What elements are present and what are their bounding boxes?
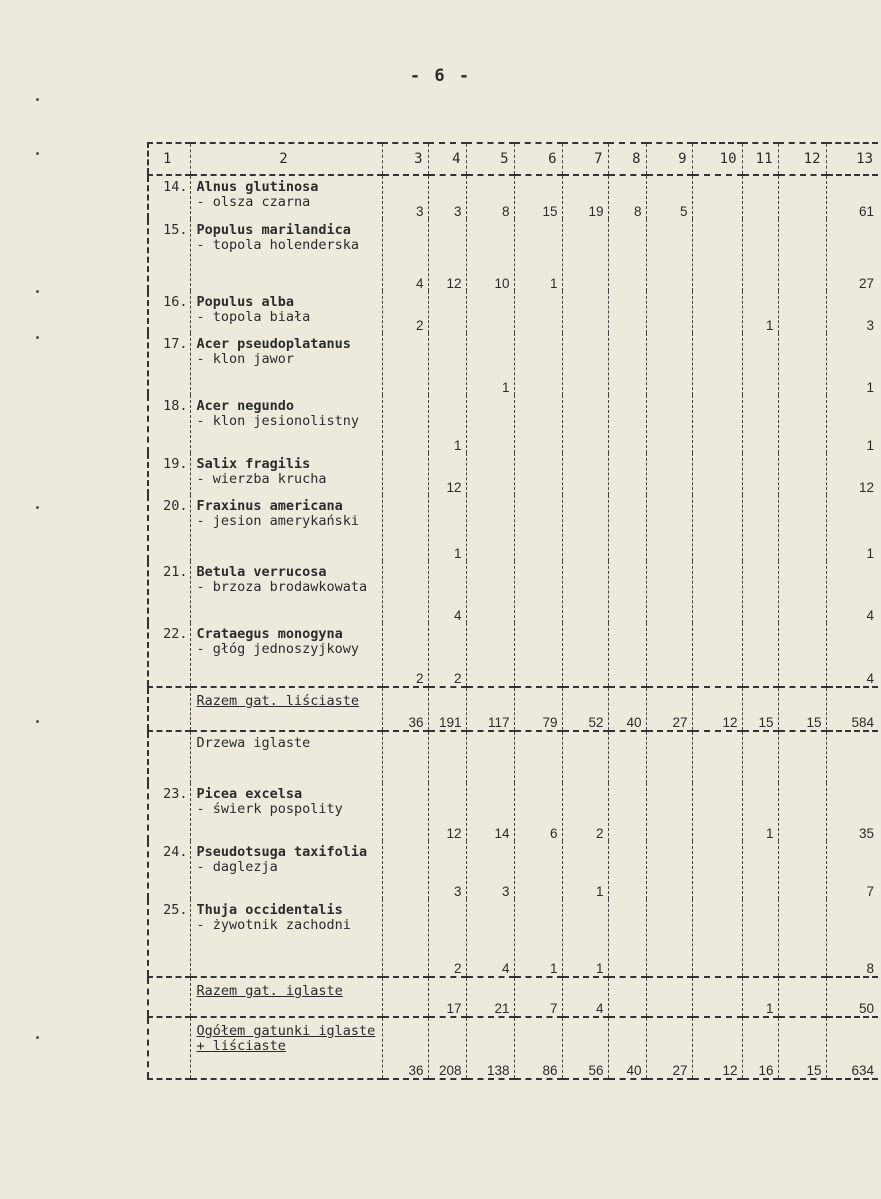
species-name-cell	[190, 453, 382, 495]
table-row	[148, 623, 878, 687]
value-cell: 5	[646, 175, 692, 219]
species-name-cell	[190, 783, 382, 841]
value-cell	[778, 841, 826, 899]
value-cell	[646, 453, 692, 495]
value-cell	[742, 219, 778, 291]
polish-name: - świerk pospolity	[196, 801, 343, 817]
row-number: 23.	[148, 783, 190, 841]
col-header: 5	[466, 143, 514, 175]
empty-cell	[562, 731, 608, 783]
value-cell: 4	[466, 899, 514, 977]
total-value-cell	[382, 977, 428, 1017]
value-cell	[562, 561, 608, 623]
empty-cell	[466, 731, 514, 783]
value-cell	[608, 495, 646, 561]
table-row	[148, 395, 878, 453]
value-cell	[382, 333, 428, 395]
value-cell	[514, 561, 562, 623]
value-cell: 1	[742, 291, 778, 333]
row-number: 24.	[148, 841, 190, 899]
value-cell	[514, 291, 562, 333]
total-value-cell: 15	[742, 687, 778, 731]
value-cell: 3	[826, 291, 878, 333]
value-cell	[742, 561, 778, 623]
value-cell	[382, 453, 428, 495]
value-cell: 14	[466, 783, 514, 841]
value-cell: 1	[466, 333, 514, 395]
value-cell	[646, 783, 692, 841]
species-name-cell	[190, 219, 382, 291]
total-value-cell: 40	[608, 1017, 646, 1079]
value-cell	[382, 841, 428, 899]
value-cell: 12	[826, 453, 878, 495]
table-row	[148, 291, 878, 333]
value-cell	[742, 495, 778, 561]
margin-dot	[36, 720, 39, 723]
col-header: 13	[826, 143, 878, 175]
value-cell	[608, 453, 646, 495]
value-cell	[692, 495, 742, 561]
value-cell: 1	[562, 899, 608, 977]
total-label-text: Ogółem gatunki iglaste + liściaste	[196, 1023, 376, 1054]
value-cell	[742, 175, 778, 219]
value-cell	[466, 623, 514, 687]
value-cell	[646, 841, 692, 899]
value-cell	[562, 623, 608, 687]
value-cell: 15	[514, 175, 562, 219]
row-number: 21.	[148, 561, 190, 623]
value-cell: 1	[514, 899, 562, 977]
total-value-cell: 21	[466, 977, 514, 1017]
value-cell	[646, 291, 692, 333]
species-name-cell	[190, 623, 382, 687]
polish-name: - głóg jednoszyjkowy	[196, 641, 360, 657]
total-value-cell: 27	[646, 1017, 692, 1079]
empty-cell	[778, 731, 826, 783]
polish-name: - wierzba krucha	[196, 471, 327, 487]
latin-name: Acer pseudoplatanus	[196, 336, 351, 352]
table-row	[148, 175, 878, 219]
value-cell: 4	[382, 219, 428, 291]
total-value-cell: 36	[382, 1017, 428, 1079]
value-cell: 2	[428, 899, 466, 977]
total-label	[190, 687, 382, 731]
row-number: 22.	[148, 623, 190, 687]
value-cell	[778, 783, 826, 841]
value-cell: 12	[428, 219, 466, 291]
row-number	[148, 977, 190, 1017]
value-cell	[466, 395, 514, 453]
total-value-cell: 12	[692, 687, 742, 731]
total-value-cell	[692, 977, 742, 1017]
value-cell: 1	[826, 495, 878, 561]
value-cell: 3	[466, 841, 514, 899]
value-cell	[646, 395, 692, 453]
value-cell	[382, 899, 428, 977]
value-cell: 61	[826, 175, 878, 219]
col-header: 10	[692, 143, 742, 175]
value-cell: 19	[562, 175, 608, 219]
col-header: 3	[382, 143, 428, 175]
value-cell	[778, 395, 826, 453]
col-header: 6	[514, 143, 562, 175]
value-cell	[692, 783, 742, 841]
value-cell: 4	[826, 561, 878, 623]
value-cell: 1	[428, 395, 466, 453]
value-cell	[778, 291, 826, 333]
value-cell	[608, 561, 646, 623]
value-cell	[428, 291, 466, 333]
value-cell	[778, 175, 826, 219]
col-header: 4	[428, 143, 466, 175]
value-cell	[778, 453, 826, 495]
value-cell	[562, 395, 608, 453]
table-row	[148, 561, 878, 623]
total-value-cell: 4	[562, 977, 608, 1017]
value-cell	[692, 219, 742, 291]
value-cell: 1	[514, 219, 562, 291]
total-value-cell: 56	[562, 1017, 608, 1079]
value-cell	[608, 291, 646, 333]
total-value-cell	[646, 977, 692, 1017]
value-cell	[608, 219, 646, 291]
total-value-cell: 36	[382, 687, 428, 731]
value-cell	[692, 623, 742, 687]
value-cell	[562, 219, 608, 291]
col-header: 11	[742, 143, 778, 175]
value-cell	[778, 561, 826, 623]
table-row	[148, 333, 878, 395]
value-cell: 1	[826, 333, 878, 395]
total-label	[190, 1017, 382, 1079]
polish-name: - klon jawor	[196, 351, 295, 367]
polish-name: - topola holenderska	[196, 237, 360, 253]
margin-dot	[36, 152, 39, 155]
row-number	[148, 687, 190, 731]
value-cell	[466, 291, 514, 333]
latin-name: Fraxinus americana	[196, 498, 343, 514]
empty-cell	[826, 731, 878, 783]
value-cell	[466, 495, 514, 561]
latin-name: Salix fragilis	[196, 456, 311, 472]
value-cell	[742, 333, 778, 395]
total-row	[148, 687, 878, 731]
col-header: 9	[646, 143, 692, 175]
empty-cell	[646, 731, 692, 783]
total-value-cell: 191	[428, 687, 466, 731]
value-cell	[692, 175, 742, 219]
value-cell	[742, 899, 778, 977]
value-cell	[778, 495, 826, 561]
value-cell: 1	[428, 495, 466, 561]
value-cell: 2	[562, 783, 608, 841]
value-cell	[646, 899, 692, 977]
total-value-cell: 208	[428, 1017, 466, 1079]
empty-cell	[742, 731, 778, 783]
value-cell: 3	[428, 841, 466, 899]
species-name-cell	[190, 561, 382, 623]
polish-name: - jesion amerykański	[196, 513, 360, 529]
group-heading: Drzewa iglaste	[190, 731, 382, 783]
total-value-cell: 15	[778, 1017, 826, 1079]
value-cell	[608, 783, 646, 841]
empty-cell	[692, 731, 742, 783]
value-cell	[778, 333, 826, 395]
value-cell: 8	[466, 175, 514, 219]
total-value-cell: 584	[826, 687, 878, 731]
col-header: 1	[148, 143, 190, 175]
empty-cell	[428, 731, 466, 783]
table-row	[148, 453, 878, 495]
col-header: 12	[778, 143, 826, 175]
table-row	[148, 783, 878, 841]
latin-name: Alnus glutinosa	[196, 179, 319, 195]
margin-dot	[36, 98, 39, 101]
species-name-cell	[190, 175, 382, 219]
total-value-cell: 15	[778, 687, 826, 731]
total-label	[190, 977, 382, 1017]
value-cell	[514, 453, 562, 495]
species-table	[147, 142, 878, 1080]
col-header: 7	[562, 143, 608, 175]
value-cell	[562, 495, 608, 561]
value-cell	[382, 395, 428, 453]
value-cell	[692, 899, 742, 977]
total-value-cell: 40	[608, 687, 646, 731]
value-cell	[514, 395, 562, 453]
total-value-cell: 52	[562, 687, 608, 731]
row-number: 16.	[148, 291, 190, 333]
total-value-cell: 138	[466, 1017, 514, 1079]
table-row	[148, 899, 878, 977]
row-number: 18.	[148, 395, 190, 453]
value-cell: 2	[382, 291, 428, 333]
value-cell: 6	[514, 783, 562, 841]
latin-name: Crataegus monogyna	[196, 626, 343, 642]
total-value-cell	[608, 977, 646, 1017]
value-cell	[646, 219, 692, 291]
row-number: 20.	[148, 495, 190, 561]
species-name-cell	[190, 395, 382, 453]
value-cell	[692, 291, 742, 333]
total-value-cell: 17	[428, 977, 466, 1017]
latin-name: Picea excelsa	[196, 786, 303, 802]
col-header: 8	[608, 143, 646, 175]
row-number	[148, 731, 190, 783]
value-cell	[778, 219, 826, 291]
value-cell	[382, 561, 428, 623]
value-cell: 1	[562, 841, 608, 899]
species-name-cell	[190, 495, 382, 561]
value-cell: 1	[742, 783, 778, 841]
row-number: 25.	[148, 899, 190, 977]
value-cell	[692, 841, 742, 899]
species-name-cell	[190, 841, 382, 899]
latin-name: Populus alba	[196, 294, 295, 310]
value-cell	[608, 841, 646, 899]
total-row	[148, 977, 878, 1017]
table-row	[148, 219, 878, 291]
value-cell	[466, 453, 514, 495]
value-cell: 4	[428, 561, 466, 623]
page-number: - 6 -	[409, 66, 472, 86]
value-cell	[382, 783, 428, 841]
value-cell: 7	[826, 841, 878, 899]
total-value-cell: 1	[742, 977, 778, 1017]
value-cell	[742, 453, 778, 495]
value-cell: 10	[466, 219, 514, 291]
value-cell: 3	[428, 175, 466, 219]
value-cell	[692, 395, 742, 453]
value-cell	[692, 561, 742, 623]
polish-name: - brzoza brodawkowata	[196, 579, 368, 595]
value-cell	[742, 623, 778, 687]
value-cell: 12	[428, 783, 466, 841]
total-value-cell: 27	[646, 687, 692, 731]
total-label-text: Razem gat. iglaste	[196, 983, 343, 999]
latin-name: Populus marilandica	[196, 222, 351, 238]
species-name-cell	[190, 291, 382, 333]
value-cell: 12	[428, 453, 466, 495]
total-value-cell	[778, 977, 826, 1017]
polish-name: - olsza czarna	[196, 194, 311, 210]
polish-name: - żywotnik zachodni	[196, 917, 351, 933]
empty-cell	[514, 731, 562, 783]
species-name-cell	[190, 333, 382, 395]
row-number: 15.	[148, 219, 190, 291]
value-cell	[646, 561, 692, 623]
total-value-cell: 634	[826, 1017, 878, 1079]
value-cell: 3	[382, 175, 428, 219]
value-cell: 35	[826, 783, 878, 841]
value-cell: 27	[826, 219, 878, 291]
value-cell: 1	[826, 395, 878, 453]
value-cell	[742, 841, 778, 899]
total-value-cell: 117	[466, 687, 514, 731]
value-cell	[608, 395, 646, 453]
total-value-cell: 16	[742, 1017, 778, 1079]
row-number: 17.	[148, 333, 190, 395]
total-value-cell: 7	[514, 977, 562, 1017]
value-cell	[646, 495, 692, 561]
header-row	[148, 143, 878, 175]
value-cell: 4	[826, 623, 878, 687]
table-row	[148, 495, 878, 561]
value-cell	[514, 333, 562, 395]
value-cell	[382, 495, 428, 561]
value-cell	[778, 899, 826, 977]
polish-name: - klon jesionolistny	[196, 413, 360, 429]
value-cell	[742, 395, 778, 453]
total-row	[148, 1017, 878, 1079]
total-value-cell: 79	[514, 687, 562, 731]
latin-name: Betula verrucosa	[196, 564, 327, 580]
group-heading-row	[148, 731, 878, 783]
total-value-cell: 12	[692, 1017, 742, 1079]
table-row	[148, 841, 878, 899]
margin-dot	[36, 1036, 39, 1039]
value-cell	[466, 561, 514, 623]
value-cell	[692, 453, 742, 495]
value-cell	[608, 333, 646, 395]
margin-dot	[36, 290, 39, 293]
value-cell	[608, 623, 646, 687]
value-cell	[514, 495, 562, 561]
value-cell	[778, 623, 826, 687]
polish-name: - daglezja	[196, 859, 278, 875]
value-cell	[514, 841, 562, 899]
value-cell: 2	[428, 623, 466, 687]
total-value-cell: 50	[826, 977, 878, 1017]
row-number: 19.	[148, 453, 190, 495]
value-cell: 8	[826, 899, 878, 977]
value-cell	[514, 623, 562, 687]
margin-dot	[36, 506, 39, 509]
value-cell	[646, 333, 692, 395]
value-cell	[646, 623, 692, 687]
row-number: 14.	[148, 175, 190, 219]
value-cell: 2	[382, 623, 428, 687]
latin-name: Acer negundo	[196, 398, 295, 414]
col-header: 2	[190, 143, 382, 175]
total-label-text: Razem gat. liściaste	[196, 693, 360, 709]
polish-name: - topola biała	[196, 309, 311, 325]
value-cell	[562, 291, 608, 333]
value-cell	[428, 333, 466, 395]
empty-cell	[608, 731, 646, 783]
latin-name: Thuja occidentalis	[196, 902, 343, 918]
value-cell: 8	[608, 175, 646, 219]
latin-name: Pseudotsuga taxifolia	[196, 844, 368, 860]
empty-cell	[382, 731, 428, 783]
total-value-cell: 86	[514, 1017, 562, 1079]
margin-dot	[36, 336, 39, 339]
value-cell	[608, 899, 646, 977]
species-name-cell	[190, 899, 382, 977]
value-cell	[562, 333, 608, 395]
row-number	[148, 1017, 190, 1079]
value-cell	[692, 333, 742, 395]
value-cell	[562, 453, 608, 495]
